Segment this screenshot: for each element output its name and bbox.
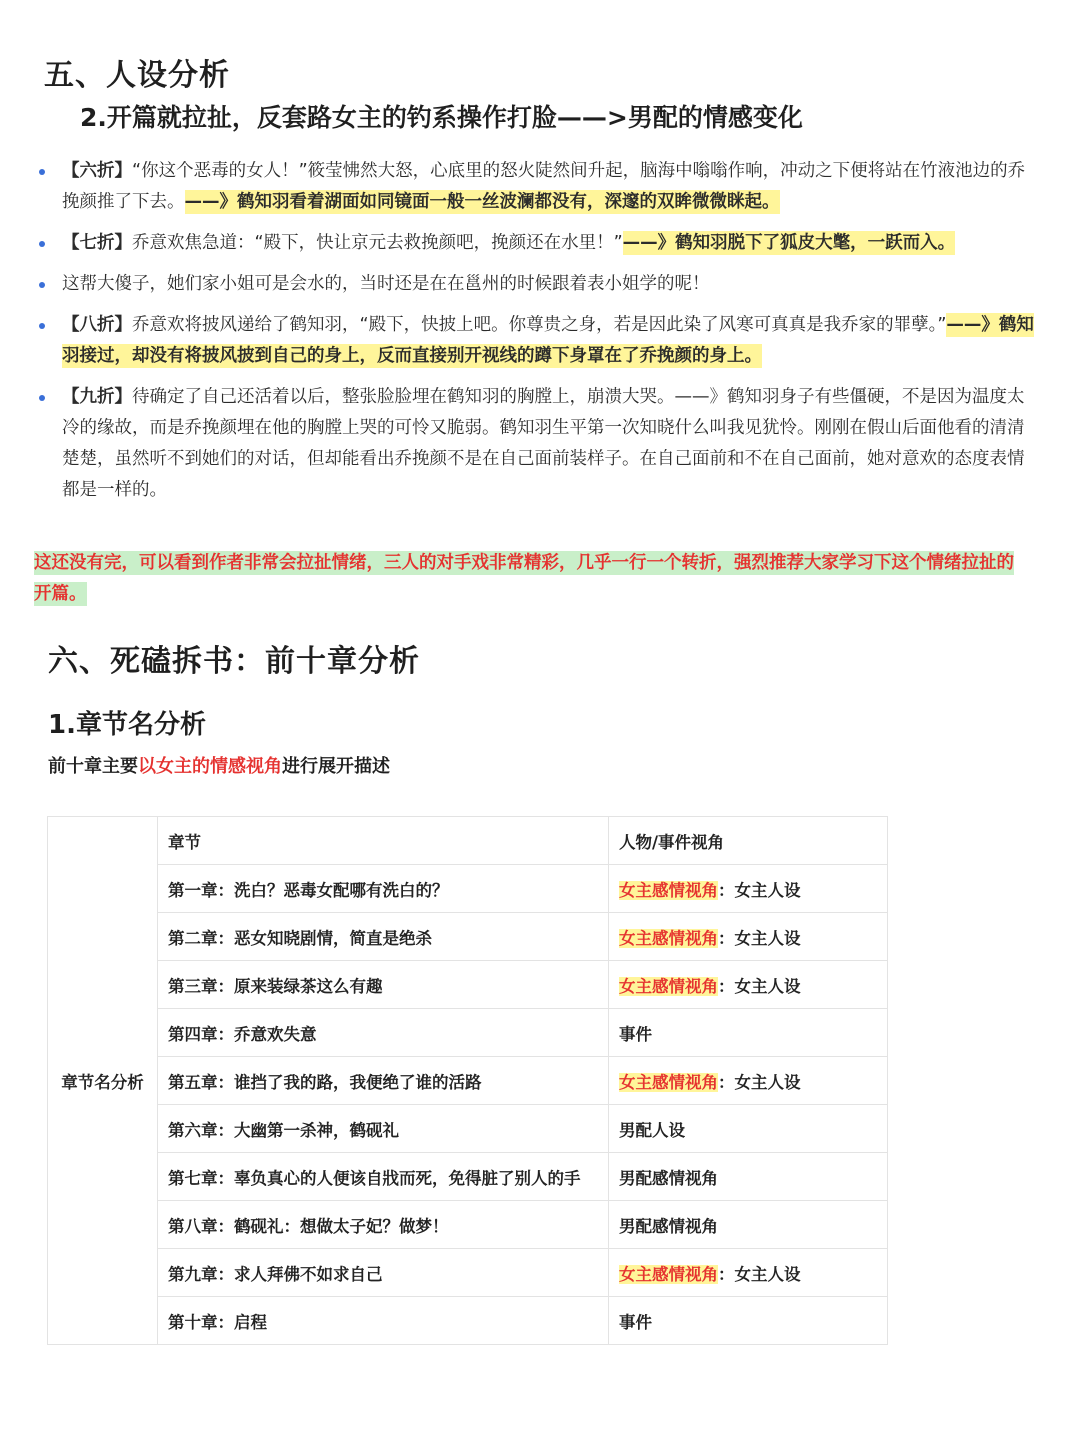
view-text: 事件 [619, 1024, 652, 1044]
table-row [48, 1297, 888, 1345]
chapter-cell: 第七章：辜负真心的人便该自戕而死，免得脏了别人的手 [158, 1153, 609, 1201]
view-red: 女主感情视角 [619, 976, 718, 996]
view-text: ：女主人设 [718, 880, 801, 900]
column-header-view: 人物/事件视角 [609, 817, 888, 865]
table-row [48, 1057, 888, 1105]
view-text: ：女主人设 [718, 928, 801, 948]
item-tag: 【八折】 [62, 315, 132, 335]
view-red: 女主感情视角 [619, 880, 718, 900]
view-cell [609, 1297, 888, 1345]
chapter-cell: 第三章：原来装绿茶这么有趣 [158, 961, 609, 1009]
view-text: ：女主人设 [718, 976, 801, 996]
view-cell [609, 1105, 888, 1153]
table-header-row [48, 817, 888, 865]
item-highlight: ——》鹤知羽看着湖面如同镜面一般一丝波澜都没有，深邃的双眸微微眯起。 [184, 192, 780, 212]
view-cell [609, 913, 888, 961]
view-red: 女主感情视角 [619, 1072, 718, 1092]
chapter-cell: 第二章：恶女知晓剧情，简直是绝杀 [158, 913, 609, 961]
chapter-cell: 第八章：鹤砚礼：想做太子妃？做梦！ [158, 1201, 609, 1249]
item-text: 乔意欢将披风递给了鹤知羽，“殿下，快披上吧。你尊贵之身，若是因此染了风寒可真真是我乔家的罪孽。” [132, 315, 947, 335]
list-item [34, 310, 1034, 372]
table-row [48, 961, 888, 1009]
view-cell [609, 865, 888, 913]
item-text: 乔意欢焦急道：“殿下，快让京元去救挽颜吧，挽颜还在水里！” [132, 233, 623, 253]
intro-line [48, 752, 390, 778]
table-row [48, 1201, 888, 1249]
view-text: 事件 [619, 1312, 652, 1332]
analysis-list [34, 156, 1034, 516]
view-cell [609, 961, 888, 1009]
view-text: 男配感情视角 [619, 1168, 718, 1188]
chapter-cell: 第四章：乔意欢失意 [158, 1009, 609, 1057]
view-text: ：女主人设 [718, 1072, 801, 1092]
row-header-cell: 章节名分析 [48, 817, 158, 1345]
item-tag: 【九折】 [62, 387, 132, 407]
chapter-cell: 第五章：谁挡了我的路，我便绝了谁的活路 [158, 1057, 609, 1105]
column-header-chapter: 章节 [158, 817, 609, 865]
view-cell [609, 1057, 888, 1105]
table-row [48, 1153, 888, 1201]
section-subtitle: 2.开篇就拉扯，反套路女主的钓系操作打脸——>男配的情感变化 [80, 103, 803, 132]
view-cell [609, 1249, 888, 1297]
chapter-cell: 第九章：求人拜佛不如求自己 [158, 1249, 609, 1297]
item-text: 待确定了自己还活着以后，整张脸脸埋在鹤知羽的胸膛上，崩溃大哭。——》鹤知羽身子有些僵硬，不是因为温度太冷的缘故，而是乔挽颜埋在他的胸膛上哭的可怜又脆弱。鹤知羽生平第一次知晓什么叫我见犹怜。刚刚在假山后面他看的清清楚楚，虽然听不到她们的对话，但却能看出乔挽颜不是在自己面前装样子。在自己面前和不在自己面前，她对意欢的态度表情都是一样的。 [62, 387, 1025, 500]
item-text: 这帮大傻子，她们家小姐可是会水的，当时还是在在邕州的时候跟着表小姐学的呢！ [62, 274, 710, 294]
note-text: 这还没有完，可以看到作者非常会拉扯情绪，三人的对手戏非常精彩，几乎一行一个转折，强烈推荐大家学习下这个情绪拉扯的开篇。 [34, 553, 1014, 604]
list-item [34, 228, 1034, 259]
view-text: 男配人设 [619, 1120, 685, 1140]
subsection-title: 1.章节名分析 [48, 710, 206, 740]
list-item [34, 269, 1034, 300]
item-highlight: ——》鹤知羽接过，却没有将披风披到自己的身上，反而直接别开视线的蹲下身罩在了乔挽颜的身上。 [62, 315, 1034, 366]
intro-suffix: 进行展开描述 [282, 756, 390, 777]
chapter-cell: 第一章：洗白？恶毒女配哪有洗白的？ [158, 865, 609, 913]
table-row [48, 1249, 888, 1297]
view-cell [609, 1153, 888, 1201]
chapter-table [47, 816, 888, 1345]
view-text: 男配感情视角 [619, 1216, 718, 1236]
item-text: “你这个恶毒的女人！”筱莹怫然大怒，心底里的怒火陡然间升起，脑海中嗡嗡作响，冲动之下便将站在竹液池边的乔挽颜推了下去。 [62, 161, 1026, 212]
recommendation-note [34, 548, 1024, 610]
view-red: 女主感情视角 [619, 928, 718, 948]
section-title: 六、死磕拆书：前十章分析 [48, 644, 420, 679]
list-item [34, 382, 1034, 506]
list-item [34, 156, 1034, 218]
intro-red: 以女主的情感视角 [138, 756, 282, 777]
table-row [48, 1009, 888, 1057]
view-text: ：女主人设 [718, 1264, 801, 1284]
table-row [48, 913, 888, 961]
table-row [48, 1105, 888, 1153]
intro-prefix: 前十章主要 [48, 756, 138, 777]
item-tag: 【六折】 [62, 161, 132, 181]
view-cell [609, 1009, 888, 1057]
section-title: 五、人设分析 [44, 58, 230, 93]
item-highlight: ——》鹤知羽脱下了狐皮大氅，一跃而入。 [622, 233, 956, 253]
chapter-cell: 第十章：启程 [158, 1297, 609, 1345]
view-cell [609, 1201, 888, 1249]
chapter-cell: 第六章：大幽第一杀神，鹤砚礼 [158, 1105, 609, 1153]
view-red: 女主感情视角 [619, 1264, 718, 1284]
table-row [48, 865, 888, 913]
item-tag: 【七折】 [62, 233, 132, 253]
